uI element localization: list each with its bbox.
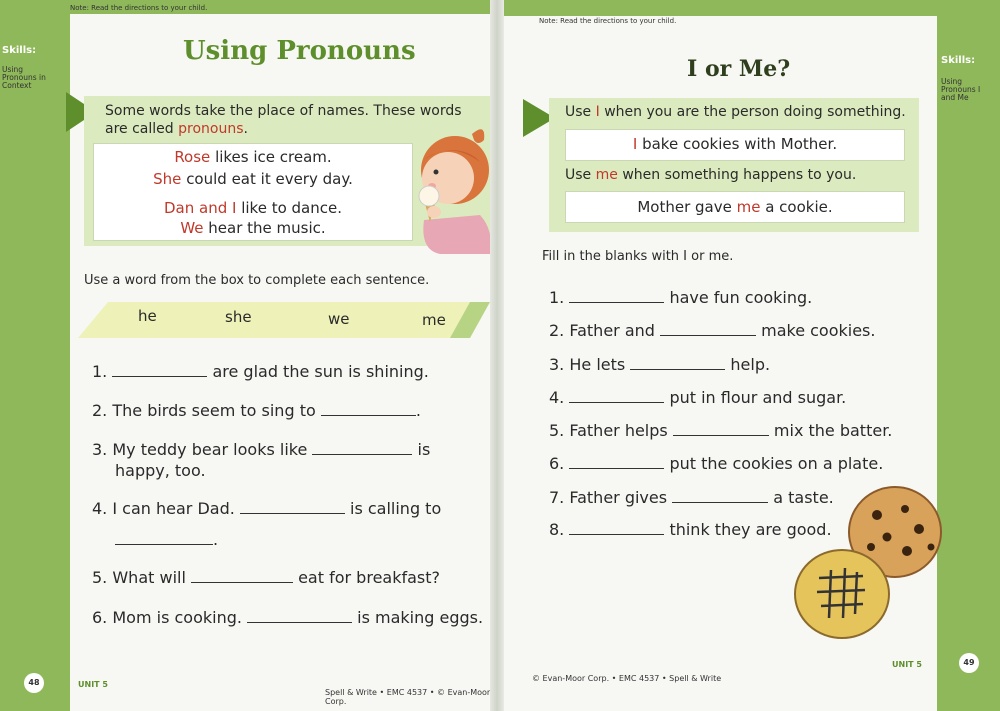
book-gutter — [490, 0, 504, 711]
left-margin-band — [0, 0, 70, 711]
question-row: 1. have fun cooking. — [549, 288, 813, 307]
word-box-item: we — [328, 310, 350, 328]
unit-label: UNIT 5 — [892, 660, 922, 669]
question-row: 5. Father helps mix the batter. — [549, 421, 893, 440]
example-sentence: We hear the music. — [180, 219, 326, 237]
question-row-continued: . — [115, 530, 218, 549]
footer-text: © Evan-Moor Corp. • EMC 4537 • Spell & Write — [532, 674, 722, 683]
footer-text: Spell & Write • EMC 4537 • © Evan-Moor Corp. — [325, 688, 491, 706]
answer-blank[interactable] — [630, 360, 725, 370]
question-row: 6. Mom is cooking. is making eggs. — [92, 608, 484, 627]
waffle-cookie-illustration — [793, 548, 891, 640]
page-title: Using Pronouns — [183, 36, 416, 66]
answer-blank[interactable] — [569, 525, 664, 535]
question-row: 1. are glad the sun is shining. — [92, 362, 429, 381]
question-row: 3. He lets help. — [549, 355, 771, 374]
question-row-continued: happy, too. — [115, 461, 206, 480]
word-box-item: he — [138, 307, 157, 325]
unit-label: UNIT 5 — [78, 680, 108, 689]
example-sentence: Mother gave me a cookie. — [637, 198, 833, 216]
answer-blank[interactable] — [321, 406, 416, 416]
rule-text: Use me when something happens to you. — [565, 167, 857, 183]
skills-description: Using Pronouns I and Me — [941, 77, 981, 102]
answer-blank[interactable] — [569, 459, 664, 469]
word-box-item: she — [225, 308, 252, 326]
answer-blank[interactable] — [660, 326, 756, 336]
answer-blank[interactable] — [240, 504, 345, 514]
note-text: Note: Read the directions to your child. — [539, 17, 677, 25]
answer-blank[interactable] — [672, 493, 768, 503]
skills-description: Using Pronouns in Context — [2, 65, 46, 90]
question-row: 2. The birds seem to sing to . — [92, 401, 421, 420]
page-number: 49 — [959, 653, 979, 673]
answer-blank[interactable] — [112, 367, 207, 377]
answer-blank[interactable] — [673, 426, 769, 436]
answer-blank[interactable] — [247, 613, 352, 623]
girl-eating-ice-cream-illustration — [410, 120, 494, 255]
right-margin-band — [937, 0, 1000, 711]
question-row: 4. I can hear Dad. is calling to — [92, 499, 442, 518]
right-page — [497, 0, 1000, 711]
answer-blank[interactable] — [312, 445, 412, 455]
rule-text: Use I when you are the person doing something. — [565, 104, 906, 120]
page-number: 48 — [24, 673, 44, 693]
answer-blank[interactable] — [569, 393, 664, 403]
question-row: 4. put in flour and sugar. — [549, 388, 847, 407]
question-row: 7. Father gives a taste. — [549, 488, 834, 507]
question-row: 2. Father and make cookies. — [549, 321, 876, 340]
skills-title: Skills: — [941, 55, 976, 66]
rule-text: Some words take the place of names. These words are called pronouns. — [105, 103, 462, 137]
answer-blank[interactable] — [115, 535, 213, 545]
example-sentence: Rose likes ice cream. — [174, 148, 332, 166]
example-sentence: She could eat it every day. — [153, 170, 353, 188]
question-row: 8. think they are good. — [549, 520, 832, 539]
skills-title: Skills: — [2, 45, 37, 56]
note-text: Note: Read the directions to your child. — [70, 4, 208, 12]
example-sentence: Dan and I like to dance. — [164, 199, 342, 217]
word-box-item: me — [422, 311, 446, 329]
answer-blank[interactable] — [191, 573, 293, 583]
question-row: 3. My teddy bear looks like is — [92, 440, 431, 459]
left-page — [0, 0, 497, 711]
page-title: I or Me? — [687, 56, 791, 82]
answer-blank[interactable] — [569, 293, 664, 303]
question-row: 6. put the cookies on a plate. — [549, 454, 884, 473]
instruction-text: Fill in the blanks with I or me. — [542, 249, 734, 264]
question-row: 5. What will eat for breakfast? — [92, 568, 441, 587]
top-green-band — [497, 0, 1000, 16]
example-sentence: I bake cookies with Mother. — [632, 135, 838, 153]
instruction-text: Use a word from the box to complete each sentence. — [84, 273, 430, 288]
